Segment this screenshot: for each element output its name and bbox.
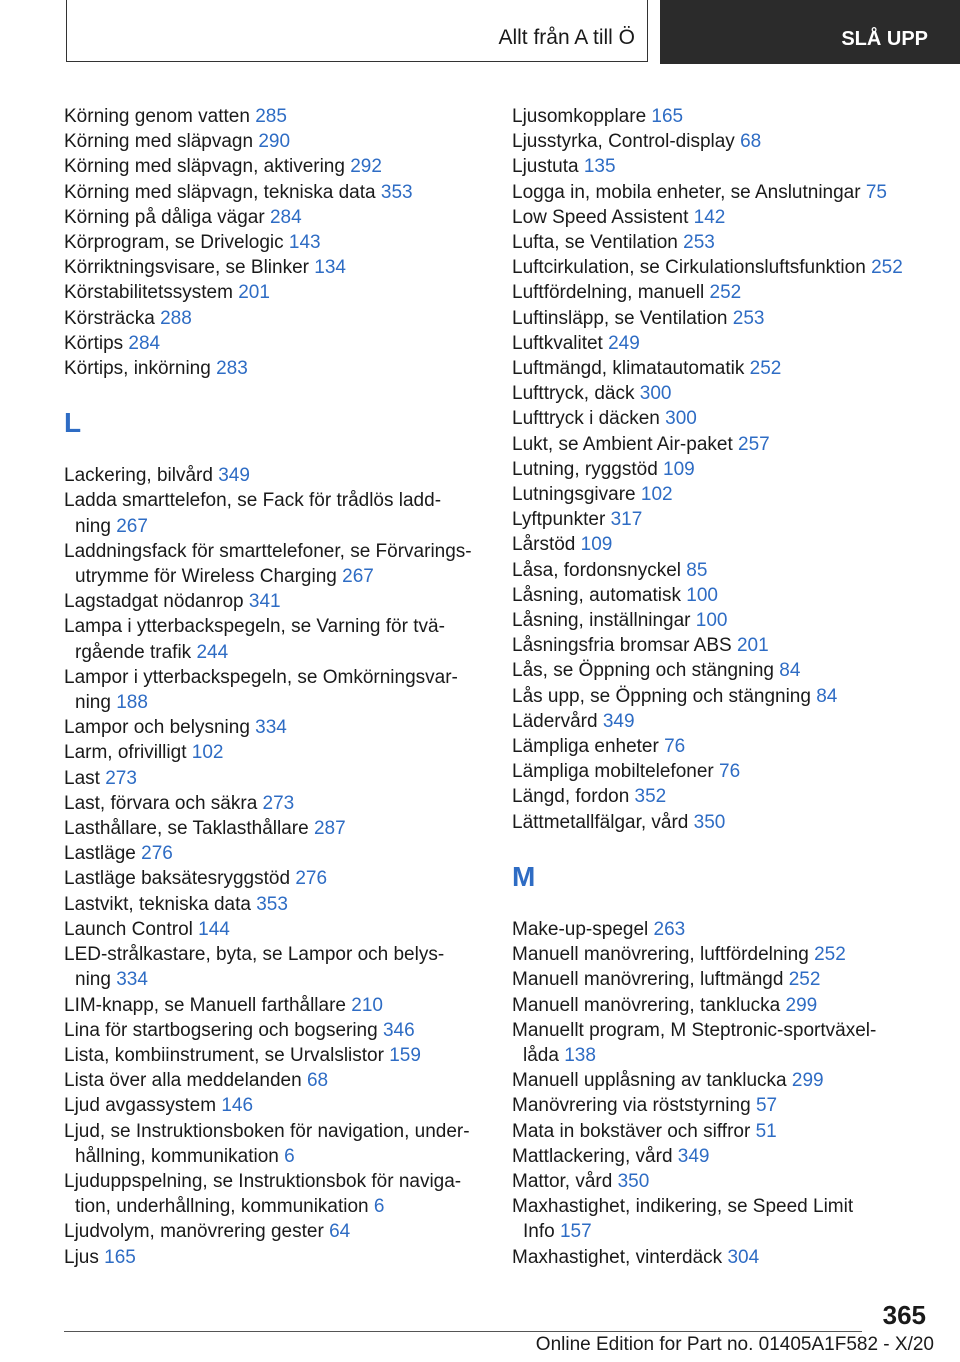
page-reference-link[interactable]: 334 <box>116 969 148 991</box>
entry-term: Lackering, bilvård <box>64 465 213 487</box>
entry-term: Manuellt program, M Steptronic-sportväxel- <box>512 1019 877 1041</box>
entry-term-continued: utrymme för Wireless Charging <box>75 566 337 588</box>
index-entry <box>64 154 484 179</box>
page-reference-link[interactable]: 165 <box>651 106 684 127</box>
page-reference-link[interactable]: 188 <box>116 692 148 714</box>
index-entry <box>512 129 932 154</box>
entry-term: Lista, kombiinstrument, se Urvalslistor <box>64 1044 384 1066</box>
page-reference-link[interactable]: 75 <box>865 181 887 203</box>
entry-term-continued: låda <box>523 1044 559 1066</box>
page-reference-link[interactable]: 76 <box>719 761 741 783</box>
entry-term: Ljud, se Instruktionsboken för navigation, under- <box>64 1120 470 1142</box>
index-entry <box>512 154 932 179</box>
page-reference-link[interactable]: 350 <box>617 1170 650 1192</box>
page-reference-link[interactable]: 109 <box>580 534 613 556</box>
index-entry <box>64 180 484 205</box>
entry-term: Luftfördelning, manuell <box>512 282 705 304</box>
index-entry <box>64 129 484 154</box>
index-entry <box>512 230 932 255</box>
entry-term: Make-up-spegel <box>512 918 649 940</box>
page-reference-link[interactable]: 159 <box>389 1044 421 1066</box>
index-entry <box>512 331 932 356</box>
entry-term: Körning med släpvagn, tekniska data <box>64 181 376 203</box>
page-reference-link[interactable]: 157 <box>559 1221 592 1243</box>
index-entry <box>64 230 484 255</box>
page-reference-link[interactable]: 267 <box>116 515 148 537</box>
index-entry <box>64 665 484 715</box>
entry-term: LIM-knapp, se Manuell farthållare <box>64 994 346 1016</box>
entry-term: Lufttryck, däck <box>512 383 635 405</box>
index-entry <box>64 1093 484 1118</box>
page-reference-link[interactable]: 144 <box>198 918 230 940</box>
entry-term: Körning med släpvagn <box>64 131 254 153</box>
page-reference-link[interactable]: 6 <box>373 1196 385 1218</box>
entry-term: Lårstöd <box>512 534 576 556</box>
index-entry <box>512 280 932 305</box>
entry-term: Lampa i ytterbackspegeln, se Varning för tvä- <box>64 616 445 638</box>
entry-term: Ljudvolym, manövrering gester <box>64 1221 324 1243</box>
section-letter: L <box>64 407 82 439</box>
entry-term: Låsningsfria bromsar ABS <box>512 635 732 657</box>
page-reference-link[interactable]: 253 <box>732 307 765 329</box>
page-reference-link[interactable]: 290 <box>258 131 291 153</box>
entry-term: Körtips <box>64 332 124 354</box>
entry-term: Mattlackering, vård <box>512 1145 673 1167</box>
page-reference-link[interactable]: 334 <box>255 717 287 739</box>
entry-term: Manuell manövrering, tanklucka <box>512 994 781 1016</box>
page-reference-link[interactable]: 51 <box>755 1120 777 1142</box>
page-reference-link[interactable]: 57 <box>755 1095 778 1117</box>
entry-term: Launch Control <box>64 918 193 940</box>
entry-term: Maxhastighet, indikering, se Speed Limit <box>512 1196 854 1218</box>
index-entry <box>64 1169 484 1219</box>
entry-term: Låsa, fordonsnyckel <box>512 559 681 581</box>
entry-term: Last, förvara och säkra <box>64 792 258 814</box>
footer-divider <box>64 1331 862 1332</box>
page-reference-link[interactable]: 285 <box>255 106 287 127</box>
index-entry <box>64 866 484 891</box>
entry-term: Lufta, se Ventilation <box>512 232 678 254</box>
page-reference-link[interactable]: 6 <box>284 1145 295 1167</box>
entry-term: Laddningsfack för smarttelefoner, se Förvarings- <box>64 540 472 562</box>
tab-lookup-label: SLÅ UPP <box>841 28 928 50</box>
index-column-left <box>64 104 484 1270</box>
entry-term: Körriktningsvisare, se Blinker <box>64 257 309 279</box>
page-reference-link[interactable]: 299 <box>785 994 818 1016</box>
tab-index-label: Allt från A till Ö <box>498 26 635 49</box>
page-reference-link[interactable]: 134 <box>314 257 346 279</box>
index-entry <box>512 709 932 734</box>
index-entry <box>64 1018 484 1043</box>
index-entry <box>64 715 484 740</box>
entry-term: Körtips, inkörning <box>64 358 211 380</box>
entry-term: Ljus <box>64 1246 99 1268</box>
index-entry <box>512 1245 932 1270</box>
entry-term: Low Speed Assistent <box>512 206 689 228</box>
entry-term: Lås, se Öppning och stängning <box>512 660 774 682</box>
index-entry <box>64 205 484 230</box>
entry-term: Lås upp, se Öppning och stängning <box>512 685 811 707</box>
entry-term: Körsträcka <box>64 307 155 329</box>
page-reference-link[interactable]: 257 <box>738 433 770 455</box>
entry-term: Lampor och belysning <box>64 717 250 739</box>
entry-term: Lukt, se Ambient Air-paket <box>512 433 733 455</box>
entry-term-continued: Info <box>523 1221 555 1243</box>
page-reference-link[interactable]: 299 <box>791 1070 824 1092</box>
page-reference-link[interactable]: 352 <box>634 786 667 808</box>
entry-term: Lädervård <box>512 710 598 732</box>
section-letter: M <box>512 860 536 892</box>
page-reference-link[interactable]: 284 <box>128 332 161 354</box>
entry-term: Ladda smarttelefon, se Fack för trådlös ladd- <box>64 490 442 512</box>
index-entry <box>64 463 484 488</box>
page-reference-link[interactable]: 341 <box>248 591 281 613</box>
tab-lookup[interactable] <box>660 0 960 64</box>
index-entry <box>64 614 484 664</box>
index-entry <box>512 993 932 1018</box>
entry-term: Mattor, vård <box>512 1170 613 1192</box>
index-entry <box>512 255 932 280</box>
entry-term: Mata in bokstäver och siffror <box>512 1120 751 1142</box>
index-entry <box>64 740 484 765</box>
entry-term: Lastläge baksätesryggstöd <box>64 868 291 890</box>
index-entry <box>512 104 932 129</box>
page-reference-link[interactable]: 350 <box>693 811 726 833</box>
entry-term: Lufttryck i däcken <box>512 408 660 430</box>
entry-term: Luftkvalitet <box>512 332 603 354</box>
entry-term-continued: ning <box>75 515 111 537</box>
index-entry <box>64 1219 484 1244</box>
entry-term: Lämpliga enheter <box>512 736 659 758</box>
entry-term: LED-strålkastare, byta, se Lampor och belys- <box>64 944 445 966</box>
index-column-right <box>512 104 932 1270</box>
entry-term: Ljuduppspelning, se Instruktionsbok för naviga- <box>64 1170 462 1192</box>
entry-term: Körning genom vatten <box>64 106 250 127</box>
entry-term: Luftmängd, klimatautomatik <box>512 358 745 380</box>
page-reference-link[interactable]: 276 <box>141 843 173 865</box>
page-reference-link[interactable]: 252 <box>814 944 846 966</box>
entry-term: Lista över alla meddelanden <box>64 1070 302 1092</box>
index-entry <box>512 734 932 759</box>
index-entry <box>64 104 484 129</box>
index-entry <box>512 507 932 532</box>
index-entry <box>512 942 932 967</box>
page-reference-link[interactable]: 64 <box>329 1221 351 1243</box>
entry-term: Lampor i ytterbackspegeln, se Omkörningsvar- <box>64 666 458 688</box>
tab-index[interactable] <box>66 0 648 62</box>
entry-term: Larm, ofrivilligt <box>64 742 187 764</box>
page-reference-link[interactable]: 288 <box>160 307 192 329</box>
index-entry <box>512 205 932 230</box>
page-reference-link[interactable]: 304 <box>727 1246 760 1268</box>
page-reference-link[interactable]: 292 <box>350 156 382 178</box>
index-entry <box>64 589 484 614</box>
page-number: 365 <box>882 1300 926 1330</box>
index-entry <box>512 532 932 557</box>
entry-term: Ljusstyrka, Control-display <box>512 131 735 153</box>
entry-term: Manövrering via röststyrning <box>512 1095 751 1117</box>
index-entry <box>64 791 484 816</box>
entry-term: Manuell upplåsning av tanklucka <box>512 1070 787 1092</box>
index-entry <box>512 1194 932 1244</box>
entry-term: Körstabilitetssystem <box>64 282 233 304</box>
index-entry <box>64 1245 484 1270</box>
entry-term: Körning på dåliga vägar <box>64 206 265 228</box>
entry-term: Lastvikt, tekniska data <box>64 893 251 915</box>
page-reference-link[interactable]: 68 <box>306 1070 329 1092</box>
entry-term: Låsning, inställningar <box>512 610 691 632</box>
entry-term: Manuell manövrering, luftmängd <box>512 969 784 991</box>
page-reference-link[interactable]: 102 <box>640 484 673 506</box>
index-entry <box>512 1119 932 1144</box>
page-reference-link[interactable]: 346 <box>382 1019 415 1041</box>
page-reference-link[interactable]: 317 <box>610 509 643 531</box>
index-entry <box>64 331 484 356</box>
page-reference-link[interactable]: 353 <box>380 181 413 203</box>
page-reference-link[interactable]: 138 <box>564 1044 596 1066</box>
index-entry <box>512 1144 932 1169</box>
index-entry <box>64 892 484 917</box>
page-reference-link[interactable]: 353 <box>256 893 288 915</box>
page-reference-link[interactable]: 349 <box>677 1145 710 1167</box>
page-reference-link[interactable]: 201 <box>736 635 769 657</box>
page-reference-link[interactable]: 253 <box>683 232 715 254</box>
entry-term: Lutning, ryggstöd <box>512 458 658 480</box>
page-reference-link[interactable]: 252 <box>788 969 821 991</box>
index-entry <box>512 583 932 608</box>
page-reference-link[interactable]: 210 <box>351 994 383 1016</box>
index-entry <box>64 255 484 280</box>
page-reference-link[interactable]: 84 <box>779 660 801 682</box>
index-entry <box>512 457 932 482</box>
entry-term: Luftinsläpp, se Ventilation <box>512 307 728 329</box>
index-entry <box>512 1068 932 1093</box>
entry-term: Ljud avgassystem <box>64 1095 217 1117</box>
index-entry <box>64 539 484 589</box>
entry-term: Ljustuta <box>512 156 579 178</box>
index-entry <box>64 488 484 538</box>
index-entry <box>512 784 932 809</box>
page-reference-link[interactable]: 252 <box>749 358 782 380</box>
index-entry <box>512 306 932 331</box>
index-entry <box>512 917 932 942</box>
page-reference-link[interactable]: 287 <box>313 818 346 840</box>
index-entry <box>512 633 932 658</box>
entry-term: Logga in, mobila enheter, se Anslutningar <box>512 181 861 203</box>
page-reference-link[interactable]: 102 <box>191 742 224 764</box>
page-reference-link[interactable]: 276 <box>295 868 328 890</box>
entry-term: Last <box>64 767 100 789</box>
page-reference-link[interactable]: 300 <box>639 383 672 405</box>
entry-term-continued: ning <box>75 692 111 714</box>
page-reference-link[interactable]: 263 <box>653 918 686 940</box>
index-entry <box>512 432 932 457</box>
page-reference-link[interactable]: 143 <box>288 232 321 254</box>
entry-term: Lättmetallfälgar, vård <box>512 811 689 833</box>
page-reference-link[interactable]: 252 <box>709 282 742 304</box>
index-entry <box>64 766 484 791</box>
entry-term-continued: tion, underhållning, kommunikation <box>75 1196 369 1218</box>
page-reference-link[interactable]: 267 <box>342 566 374 588</box>
page-reference-link[interactable]: 85 <box>686 559 708 581</box>
entry-term: Luftcirkulation, se Cirkulationsluftsfunktion <box>512 257 866 279</box>
index-entry <box>512 558 932 583</box>
page-reference-link[interactable]: 100 <box>695 610 728 632</box>
entry-term-continued: rgående trafik <box>75 641 192 663</box>
page-header <box>0 0 960 64</box>
entry-term: Körning med släpvagn, aktivering <box>64 156 345 178</box>
entry-term-continued: hållning, kommunikation <box>75 1145 279 1167</box>
page-reference-link[interactable]: 273 <box>262 792 295 814</box>
index-entry <box>64 841 484 866</box>
index-entry <box>64 306 484 331</box>
page-reference-link[interactable]: 349 <box>602 710 635 732</box>
index-entry <box>512 482 932 507</box>
entry-term: Låsning, automatisk <box>512 584 681 606</box>
index-entry <box>64 356 484 381</box>
page-reference-link[interactable]: 283 <box>216 358 248 380</box>
entry-term: Ljusomkopplare <box>512 106 647 127</box>
page-reference-link[interactable]: 249 <box>608 332 640 354</box>
index-entry <box>512 180 932 205</box>
entry-term: Körprogram, se Drivelogic <box>64 232 284 254</box>
index-entry <box>512 759 932 784</box>
page-reference-link[interactable]: 284 <box>269 206 302 228</box>
page-reference-link[interactable]: 300 <box>665 408 697 430</box>
index-entry <box>64 1119 484 1169</box>
index-entry <box>512 1018 932 1068</box>
entry-term: Maxhastighet, vinterdäck <box>512 1246 723 1268</box>
index-entry <box>512 1093 932 1118</box>
entry-term: Lina för startbogsering och bogsering <box>64 1019 378 1041</box>
index-entry <box>512 810 932 835</box>
page-reference-link[interactable]: 68 <box>740 131 762 153</box>
index-entry <box>512 684 932 709</box>
index-entry <box>64 993 484 1018</box>
index-entry <box>512 608 932 633</box>
index-entry <box>64 816 484 841</box>
index-entry <box>64 1043 484 1068</box>
entry-term: Längd, fordon <box>512 786 630 808</box>
page-reference-link[interactable]: 76 <box>664 736 686 758</box>
page-reference-link[interactable]: 201 <box>238 282 270 304</box>
index-entry <box>512 406 932 431</box>
entry-term: Lastläge <box>64 843 136 865</box>
page-reference-link[interactable]: 244 <box>196 641 229 663</box>
index-entry <box>64 917 484 942</box>
page-reference-link[interactable]: 84 <box>816 685 838 707</box>
index-entry <box>512 356 932 381</box>
entry-term: Manuell manövrering, luftfördelning <box>512 944 809 966</box>
entry-term: Lagstadgat nödanrop <box>64 591 244 613</box>
page-reference-link[interactable]: 142 <box>693 206 726 228</box>
entry-term: Lutningsgivare <box>512 484 636 506</box>
entry-term: Lämpliga mobiltelefoner <box>512 761 714 783</box>
index-entry <box>512 1169 932 1194</box>
page-reference-link[interactable]: 165 <box>104 1246 136 1268</box>
entry-term-continued: ning <box>75 969 111 991</box>
index-entry <box>64 1068 484 1093</box>
page-reference-link[interactable]: 252 <box>871 257 903 279</box>
page-reference-link[interactable]: 135 <box>583 156 616 178</box>
page-reference-link[interactable]: 349 <box>218 465 250 487</box>
page-reference-link[interactable]: 109 <box>663 458 695 480</box>
footer-edition: Online Edition for Part no. 01405A1F582 - X/20 <box>535 1334 934 1355</box>
entry-term: Lasthållare, se Taklasthållare <box>64 818 309 840</box>
page-reference-link[interactable]: 100 <box>686 584 718 606</box>
index-entry <box>64 942 484 992</box>
page-reference-link[interactable]: 146 <box>221 1095 254 1117</box>
index-entry <box>512 381 932 406</box>
index-entry <box>512 967 932 992</box>
entry-term: Lyftpunkter <box>512 509 606 531</box>
index-entry <box>512 658 932 683</box>
index-entry <box>64 280 484 305</box>
page-reference-link[interactable]: 273 <box>105 767 137 789</box>
